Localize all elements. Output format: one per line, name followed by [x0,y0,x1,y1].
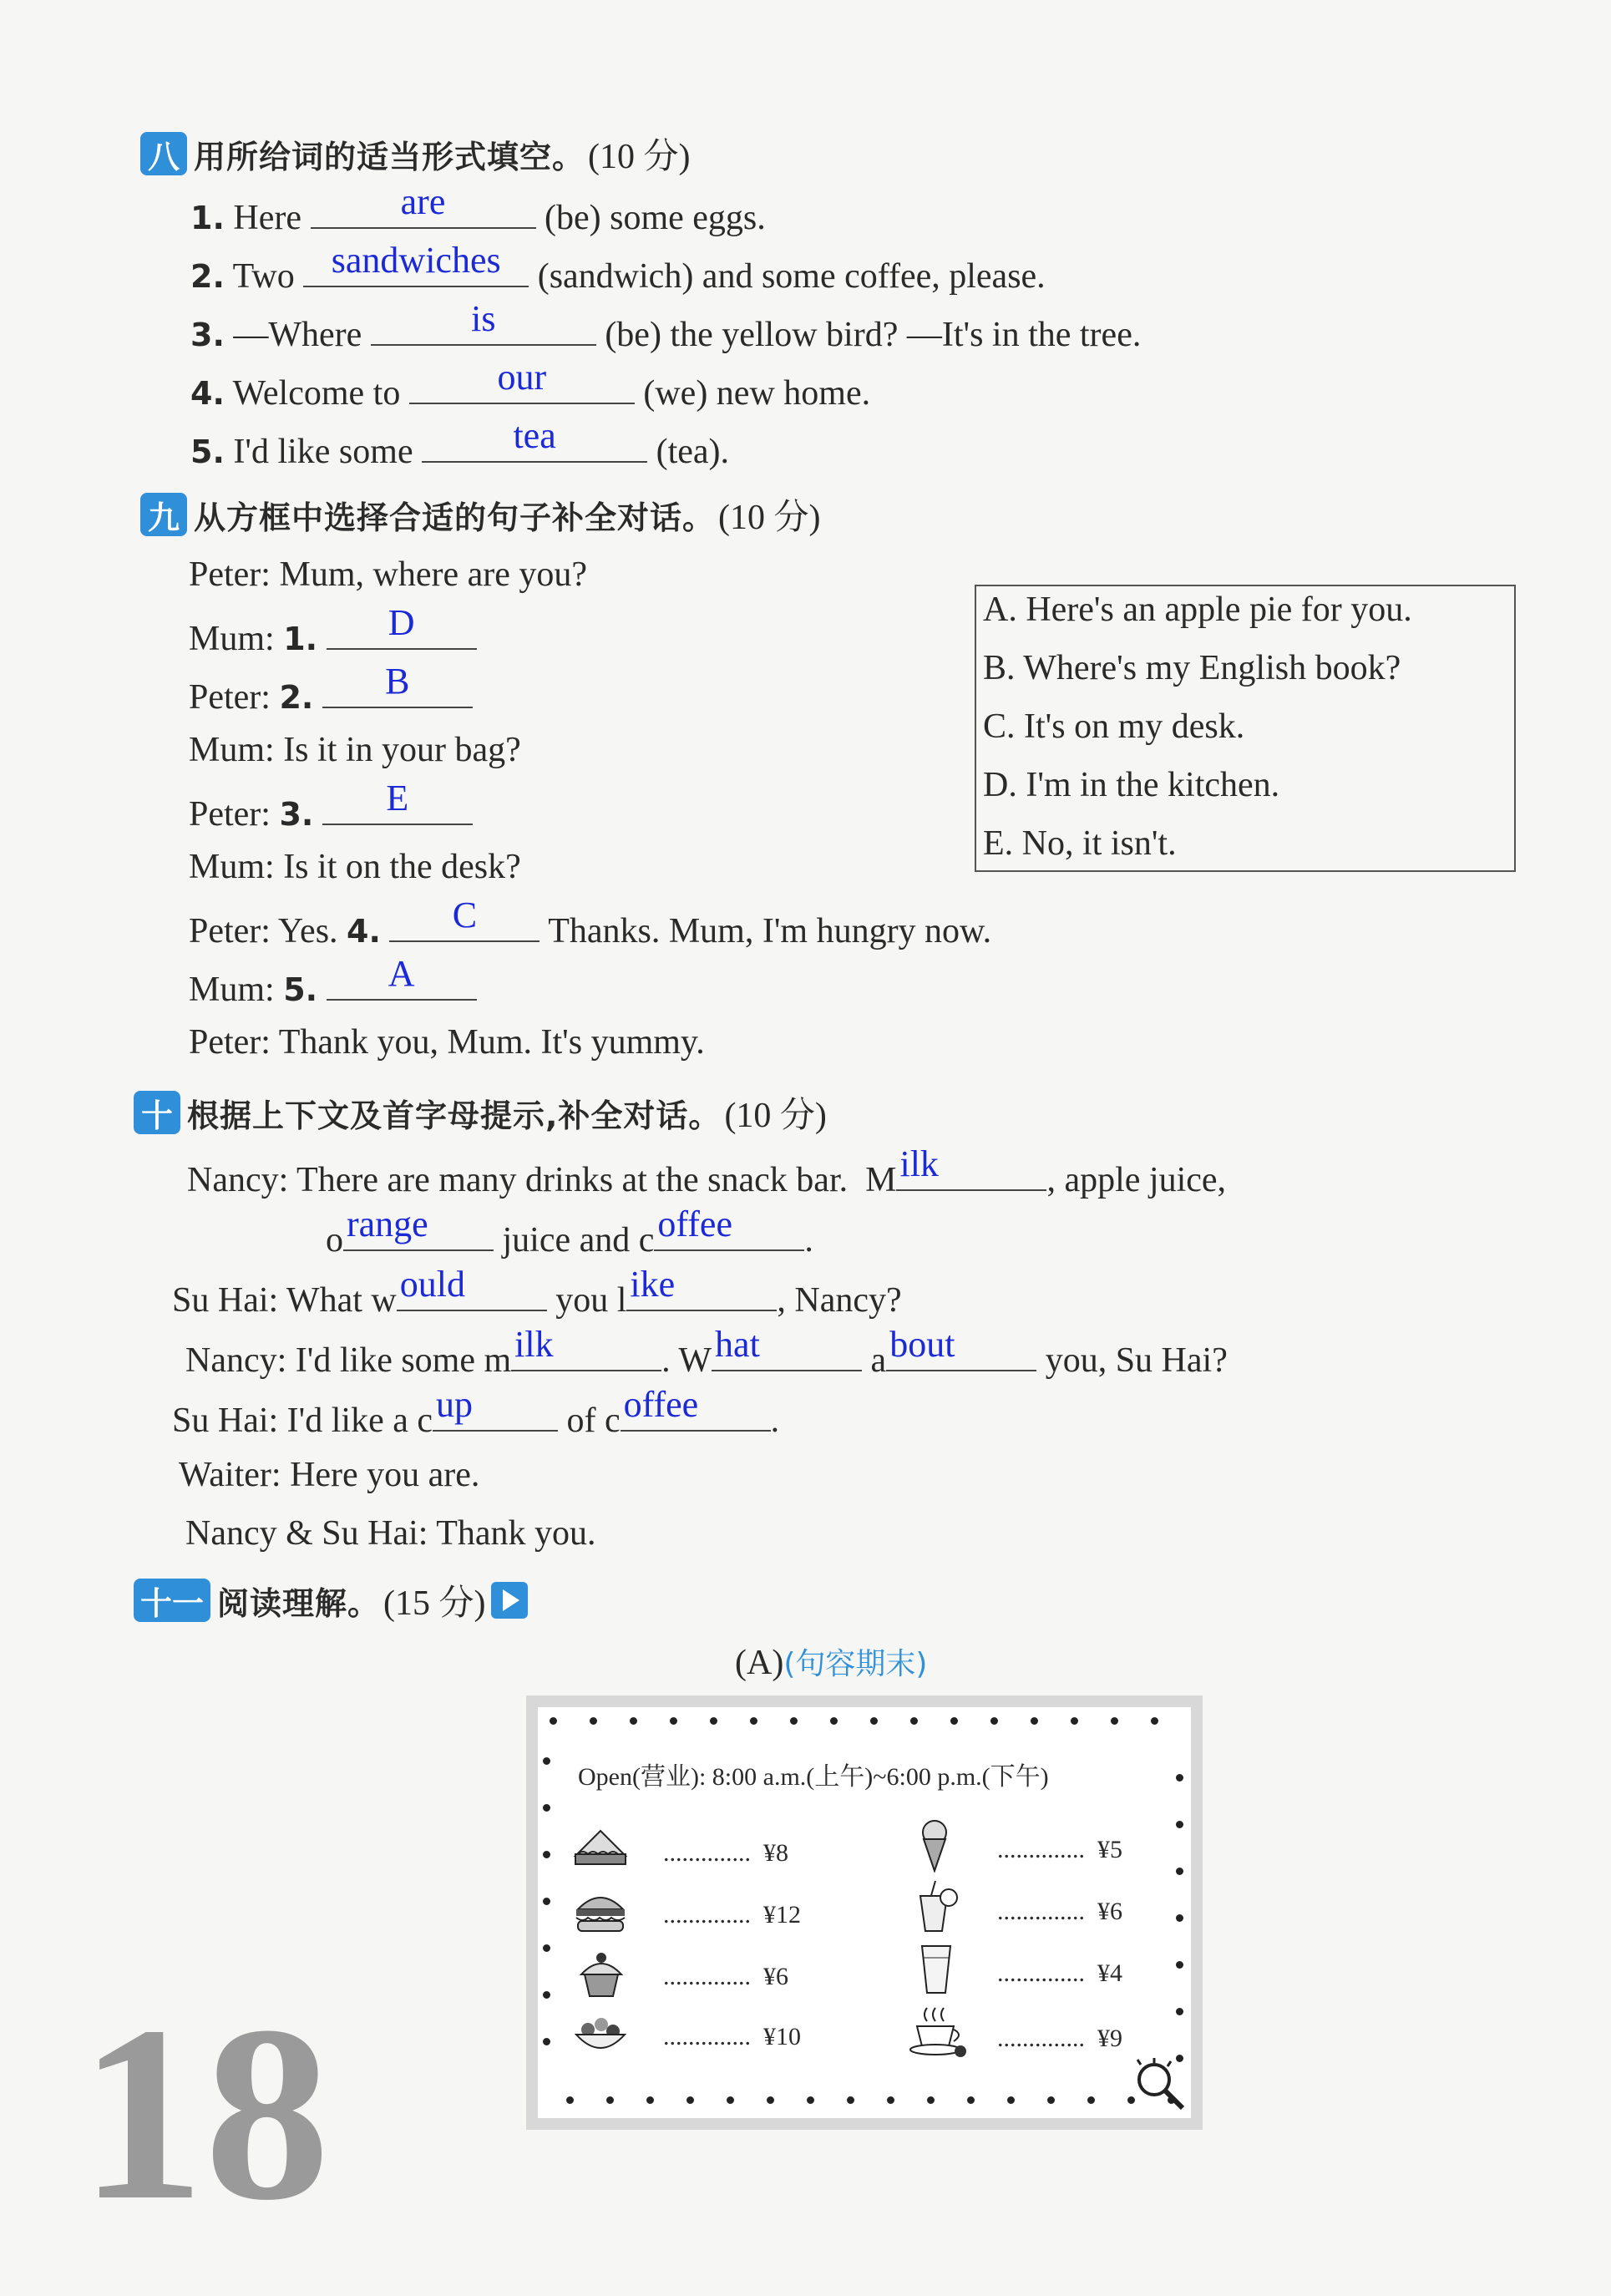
border-dot [543,1804,550,1812]
menu-price-row [997,1836,1122,1864]
menu-price-row [997,1898,1122,1926]
answer-blank[interactable] [409,357,635,404]
section-number-badge: 十一 [134,1579,210,1622]
answer-text: bout [889,1324,955,1365]
dialogue-line [189,661,473,721]
page-number: 18 [79,1974,330,2252]
answer-blank[interactable] [511,1324,661,1371]
speaker: Mum: [189,731,275,769]
answer-blank[interactable] [896,1143,1046,1191]
dialogue-text: . [804,1221,813,1260]
answer-text: offee [623,1384,699,1425]
dialogue-text: you, Su Hai? [1045,1341,1228,1380]
ice-cream-icon [914,1817,955,1873]
border-dot [1176,1821,1183,1828]
speaker: Nancy: [187,1161,289,1199]
border-dot [1047,2096,1055,2104]
answer-blank[interactable] [322,778,473,825]
border-dot [1176,1774,1183,1782]
answer-blank[interactable] [433,1384,558,1432]
option-b: B. Where's my English book? [983,649,1401,687]
option-e: E. No, it isn't. [983,824,1177,863]
border-dot [1176,1914,1183,1922]
border-dot [646,2096,654,2104]
border-dot [543,1851,550,1858]
options-box [975,585,1516,872]
answer-blank[interactable] [303,240,529,287]
menu-item [571,1824,630,1875]
border-dot [887,2096,894,2104]
answer-text: D [388,602,415,643]
border-dot [1007,2096,1015,2104]
dialogue-text: Here you are. [290,1456,480,1494]
section-title: 从方框中选择合适的句子补全对话。 [194,499,716,536]
answer-blank[interactable] [343,1204,494,1251]
section-score: (10 分) [718,499,821,537]
fill-item-3 [190,298,1142,358]
answer-blank[interactable] [371,298,596,346]
item-number: 3. [279,796,314,833]
answer-blank[interactable] [389,895,540,942]
speaker: Mum: [189,620,275,658]
speaker: Mum: [189,848,275,886]
letter-hint: M [865,1161,897,1199]
item-number: 1. [283,621,318,657]
dialogue-text: Mum, where are you? [279,555,587,594]
item-prefix: Two [232,257,295,296]
answer-text: hat [715,1324,760,1365]
price: ¥5 [1097,1836,1122,1863]
border-dot [606,2096,614,2104]
dialogue-text: What w [286,1281,397,1320]
price: ¥4 [1097,1959,1122,1987]
play-icon[interactable] [491,1582,528,1619]
cupcake-icon [576,1949,626,1999]
border-dot [950,1717,958,1725]
menu-item [571,2011,630,2062]
dialogue-line [172,1384,780,1444]
dialogue-text: , Nancy? [777,1281,902,1320]
answer-text: ilk [514,1324,554,1365]
border-dot [870,1717,878,1725]
dialogue-text: I'd like some m [295,1341,512,1380]
section-score: (10 分) [724,1097,827,1135]
speaker: Su Hai: [172,1281,279,1320]
menu-price-row [663,1901,801,1929]
answer-text: tea [513,415,556,456]
dialogue-text: Yes. [277,912,338,950]
border-dot [767,2096,774,2104]
dialogue-text: Is it on the desk? [283,848,521,886]
hamburger-icon [571,1886,630,1936]
fill-item-5 [190,415,730,475]
answer-text: is [471,298,496,339]
option-d: D. I'm in the kitchen. [983,766,1280,804]
item-number: 3. [190,317,225,353]
dialogue-line [187,1143,1227,1204]
coffee-cup-icon [905,2005,969,2060]
speaker: Peter: [189,678,271,717]
item-number: 5. [283,971,318,1008]
border-dot [670,1717,677,1725]
menu-price-row [663,1963,788,1991]
border-dot [543,1898,550,1905]
section-number-badge: 九 [140,493,187,536]
border-dot [750,1717,757,1725]
border-dot [1151,1717,1158,1725]
border-dot [630,1717,637,1725]
dialogue-line [189,602,477,662]
passage-source: (句容期末) [783,1647,928,1681]
sandwich-icon [571,1824,630,1871]
section-11-header [134,1575,528,1625]
leader-dots: .............. [997,1898,1085,1925]
dialogue-text: Thank you. [436,1514,596,1553]
speaker: Nancy & Su Hai: [185,1514,428,1553]
leader-dots: .............. [663,2023,751,2050]
answer-text: are [400,181,446,222]
leader-dots: .............. [997,1959,1085,1987]
border-dot [830,1717,838,1725]
speaker: Mum: [189,971,275,1009]
juice-icon [910,1879,960,1934]
dialogue-text: Thanks. Mum, I'm hungry now. [548,912,992,950]
price: ¥6 [1097,1898,1122,1925]
border-dot [590,1717,597,1725]
passage-label: (A) [735,1644,784,1682]
item-suffix: (tea). [656,433,730,471]
menu-price-row [663,1839,788,1868]
border-dot [710,1717,717,1725]
price: ¥10 [763,2023,801,2050]
item-number: 1. [190,200,225,236]
border-dot [550,1717,557,1725]
dialogue-text: Is it in your bag? [283,731,521,769]
border-dot [543,1757,550,1765]
speaker: Waiter: [179,1456,281,1494]
speaker: Peter: [189,795,271,834]
item-number: 2. [190,258,225,295]
dialogue-line [189,844,521,890]
item-number: 5. [190,433,225,470]
dialogue-line [326,1204,813,1264]
border-dot [1071,1717,1078,1725]
answer-text: E [386,778,409,819]
border-dot [910,1717,918,1725]
border-dot [543,1944,550,1952]
border-dot [543,1991,550,1999]
dialogue-line [189,895,992,955]
menu-item [571,1886,630,1940]
dialogue-text: . W [661,1341,712,1380]
speaker: Peter: [189,1023,271,1062]
answer-text: ould [399,1264,465,1305]
item-prefix: Here [233,199,301,237]
menu-item [910,1879,960,1939]
dialogue-text: I'd like a c [286,1401,433,1440]
answer-blank[interactable] [322,661,473,708]
dialogue-text: Thank you, Mum. It's yummy. [278,1023,705,1062]
menu-item [915,1943,957,2000]
border-dot [847,2096,854,2104]
section-score: (15 分) [383,1584,486,1623]
fill-item-4 [190,357,871,417]
passage-heading [735,1640,927,1683]
item-suffix: (sandwich) and some coffee, please. [537,257,1046,296]
border-dot [1031,1717,1038,1725]
item-suffix: (be) some eggs. [545,199,766,237]
answer-blank[interactable] [327,953,477,1001]
menu-item [905,2005,969,2064]
section-title: 用所给词的适当形式填空。 [194,138,585,175]
speaker: Peter: [189,912,271,950]
border-dot [967,2096,975,2104]
dialogue-text: of c [566,1401,621,1440]
fill-item-1 [190,181,766,241]
border-dot [1087,2096,1095,2104]
option-c: C. It's on my desk. [983,707,1245,746]
dialogue-line [189,1019,705,1066]
answer-blank[interactable] [626,1264,777,1311]
dialogue-line [189,778,473,838]
letter-hint: o [326,1221,343,1260]
dialogue-text: There are many drinks at the snack bar. [296,1161,849,1199]
answer-text: A [388,953,415,994]
dialogue-line [189,727,521,773]
section-9-header [140,489,821,540]
menu-price-row [997,2025,1122,2053]
border-dot [927,2096,935,2104]
salad-icon [571,2011,630,2058]
leader-dots: .............. [997,1836,1085,1863]
border-dot [1111,1717,1118,1725]
answer-text: C [452,895,478,935]
fill-item-2 [190,240,1046,300]
answer-text: range [347,1204,428,1244]
water-glass-icon [915,1943,957,1996]
menu-card [526,1695,1203,2130]
section-number-badge: 十 [134,1091,180,1134]
speaker: Su Hai: [172,1401,279,1440]
dialogue-text: , apple juice, [1046,1161,1227,1199]
price: ¥9 [1097,2025,1122,2052]
opening-hours: Open(营业): 8:00 a.m.(上午)~6:00 p.m.(下午) [578,1763,1049,1791]
border-dot [1176,2008,1183,2015]
section-10-header [134,1087,827,1138]
answer-blank[interactable] [397,1264,547,1311]
dialogue-text: . [770,1401,780,1440]
price: ¥8 [763,1839,788,1867]
dialogue-line [179,1452,479,1498]
item-prefix: —Where [233,316,362,354]
answer-blank[interactable] [422,415,647,463]
section-score: (10 分) [588,138,691,176]
speaker: Nancy: [185,1341,287,1380]
dialogue-line [189,551,587,598]
section-title: 根据上下文及首字母提示,补全对话。 [187,1097,722,1134]
dialogue-line [185,1510,596,1557]
answer-text: offee [657,1204,732,1244]
border-dot [543,2038,550,2045]
section-8-header [140,129,691,179]
border-dot [566,2096,574,2104]
answer-blank[interactable] [327,602,477,650]
magnifier-icon [1131,2056,1189,2119]
answer-blank[interactable] [654,1204,804,1251]
leader-dots: .............. [997,2025,1085,2052]
item-suffix: (be) the yellow bird? —It's in the tree. [605,316,1142,354]
item-number: 4. [347,913,381,950]
answer-blank[interactable] [621,1384,771,1432]
border-dot [1176,1868,1183,1875]
item-prefix: Welcome to [232,374,401,413]
answer-text: ike [630,1264,676,1305]
item-suffix: (we) new home. [643,374,871,413]
dialogue-line [185,1324,1228,1384]
item-prefix: I'd like some [233,433,413,471]
border-dot [807,2096,814,2104]
section-title: 阅读理解。 [217,1584,381,1622]
price: ¥12 [763,1901,801,1929]
border-dot [990,1717,998,1725]
menu-item [914,1817,955,1877]
answer-text: up [436,1384,473,1425]
dialogue-line [189,953,477,1013]
answer-text: our [497,357,547,398]
dialogue-text: you l [555,1281,627,1320]
item-number: 4. [190,375,225,412]
border-dot [790,1717,798,1725]
menu-price-row [663,2023,801,2051]
answer-text: sandwiches [331,240,501,281]
dialogue-text: a [870,1341,887,1380]
border-dot [727,2096,734,2104]
answer-blank[interactable] [886,1324,1036,1371]
leader-dots: .............. [663,1901,751,1929]
menu-item [576,1949,626,2004]
leader-dots: .............. [663,1839,751,1867]
answer-text: ilk [899,1143,939,1184]
border-dot [1176,1961,1183,1969]
leader-dots: .............. [663,1963,751,1990]
answer-text: B [385,661,410,702]
answer-blank[interactable] [712,1324,862,1371]
section-number-badge: 八 [140,132,187,175]
speaker: Peter: [189,555,271,594]
answer-blank[interactable] [311,181,536,229]
border-dot [686,2096,694,2104]
dialogue-text: juice and c [502,1221,655,1260]
dialogue-line [172,1264,902,1324]
item-number: 2. [279,679,314,716]
menu-price-row [997,1959,1122,1988]
option-a: A. Here's an apple pie for you. [983,590,1412,629]
price: ¥6 [763,1963,788,1990]
